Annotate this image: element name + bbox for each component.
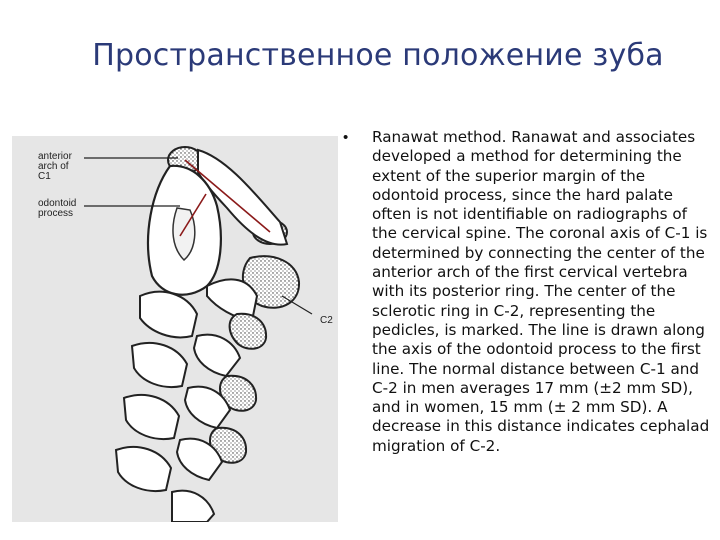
odontoid-process-label: odontoid process — [38, 198, 77, 219]
method-description: . Ranawat and associates developed a method for determining the extent of the superior margin of the odontoid process, since the hard palate often is not identifiable on radiographs of the cervical spine. The coronal axis of C-1 is determined by connecting the center of the anterior arch of the first cervical vertebra with its posterior ring. The center of the sclerotic ring in C-2, representing the pedicles, is marked. The line is drawn along the axis of the odontoid process to the first line. The normal distance between C-1 and C-2 in men averages 17 mm (±2 mm SD), and in women, 15 mm (± 2 mm SD). A decrease in this distance indicates cephalad migration of C-2. — [372, 128, 710, 455]
slide-title: Пространственное положение зуба — [92, 38, 664, 73]
spine-diagram — [12, 136, 338, 522]
anterior-arch-label: anterior arch of C1 — [38, 151, 72, 182]
c2-label: C2 — [320, 315, 333, 326]
ranawat-description — [372, 128, 714, 456]
vertebrae-illustration — [12, 136, 338, 522]
bullet-marker: • — [343, 129, 349, 146]
method-name: Ranawat method — [372, 128, 502, 146]
